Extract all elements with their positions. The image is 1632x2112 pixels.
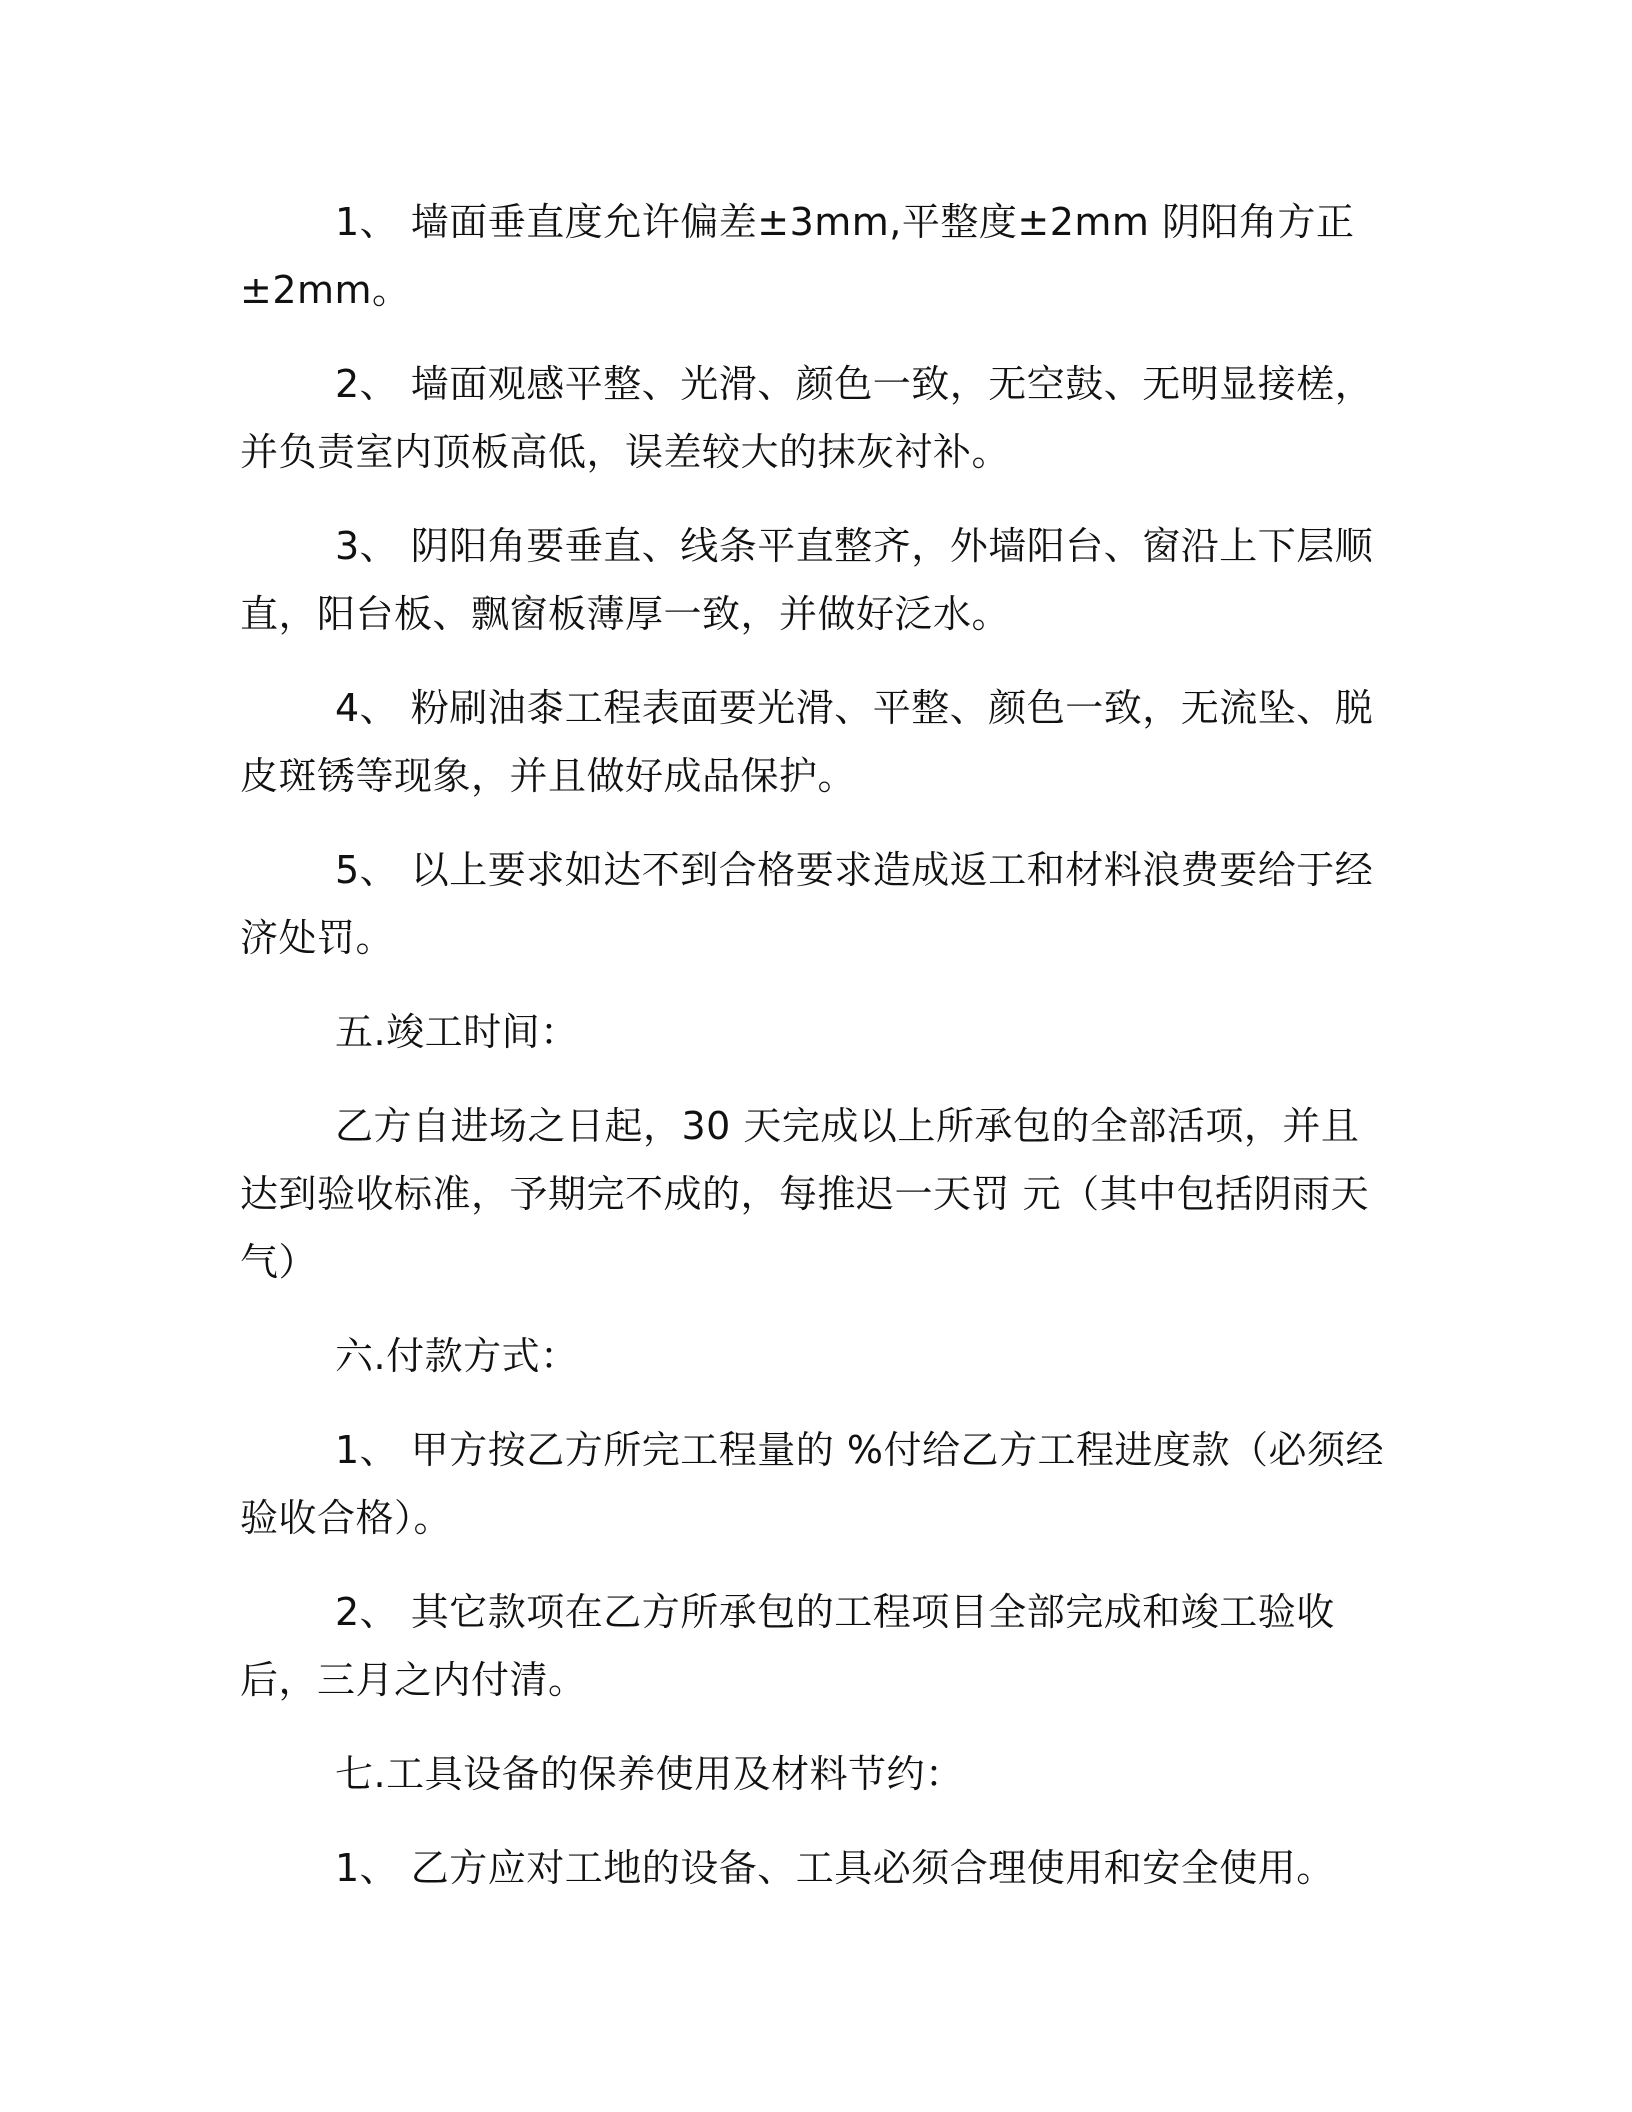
- clause-corners: 3、 阴阳角要垂直、线条平直整齐，外墙阳台、窗沿上下层顺直，阳台板、飘窗板薄厚一致，并做好泛水。: [240, 524, 1374, 636]
- clause-final-payment: 2、 其它款项在乙方所承包的工程项目全部完成和竣工验收后，三月之内付清。: [240, 1590, 1335, 1702]
- clause-paint: 4、 粉刷油桼工程表面要光滑、平整、颜色一致，无流坠、脱皮斑锈等现象，并且做好成品保护。: [240, 686, 1374, 798]
- clause-equipment-use: 1、 乙方应对工地的设备、工具必须合理使用和安全使用。: [335, 1846, 1335, 1890]
- clause-progress-payment: 1、 甲方按乙方所完工程量的 %付给乙方工程进度款（必须经验收合格）。: [240, 1428, 1384, 1540]
- section-heading-equipment: 七.工具设备的保养使用及材料节约：: [335, 1752, 964, 1796]
- clause-penalty: 5、 以上要求如达不到合格要求造成返工和材料浪费要给于经济处罚。: [240, 848, 1374, 960]
- section-heading-payment: 六.付款方式：: [335, 1334, 579, 1378]
- clause-wall-appearance: 2、 墙面观感平整、光滑、颜色一致，无空鼓、无明显接槎，并负责室内顶板高低，误差较大的抹灰衬补。: [240, 362, 1374, 474]
- clause-completion-time: 乙方自进场之日起，30 天完成以上所承包的全部活项，并且达到验收标准，予期完不成的，每推迟一天罚 元（其中包括阴雨天气）: [240, 1104, 1370, 1284]
- section-heading-completion: 五.竣工时间：: [335, 1010, 579, 1054]
- document-body: [240, 188, 1390, 1928]
- clause-wall-tolerance: 1、 墙面垂直度允许偏差±3mm,平整度±2mm 阴阳角方正±2mm。: [240, 200, 1355, 312]
